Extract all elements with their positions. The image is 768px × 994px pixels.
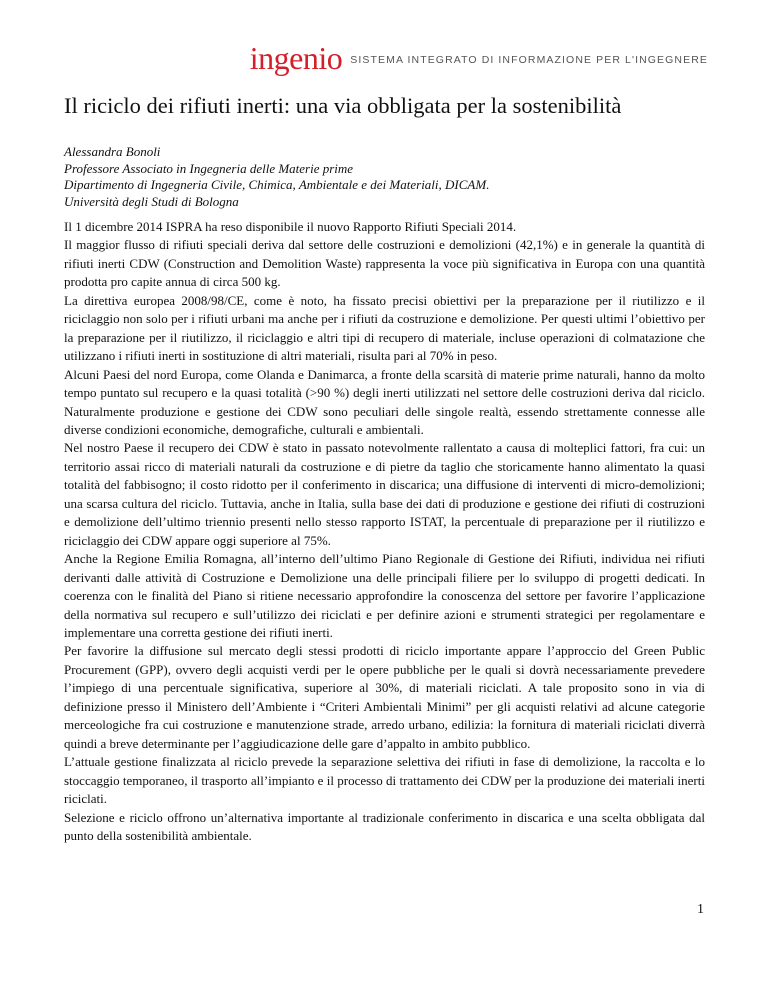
author-department: Dipartimento di Ingegneria Civile, Chimica, Ambientale e dei Materiali, DICAM. <box>64 177 490 192</box>
paragraph: Selezione e riciclo offrono un’alternativa importante al tradizionale conferimento in discarica e una scelta obbligata dal punto della sostenibilità ambientale. <box>64 809 705 843</box>
paragraph: La direttiva europea 2008/98/CE, come è noto, ha fissato precisi obiettivi per la preparazione per il riutilizzo e il riciclaggio non solo per i rifiuti urbani ma anche per i rifiuti da costruzione e demolizione. Per questi ultimi l’obiettivo per la preparazione per il riutilizzo, il riciclaggio e altri tipi di recupero di materiale, incluse operazioni di colmatazione che utilizzano i rifiuti inerti in sostituzione di altri materiali, risulta pari al 70% in peso. <box>64 292 705 364</box>
article-body <box>64 218 705 845</box>
page-header <box>249 40 708 76</box>
author-university: Università degli Studi di Bologna <box>64 193 239 209</box>
paragraph: L’attuale gestione finalizzata al riciclo prevede la separazione selettiva dei rifiuti in fase di demolizione, la raccolta e lo stoccaggio temporaneo, il trasporto all’impianto e il processo di trattamento dei CDW per la produzione dei materiali inerti riciclati. <box>64 754 705 807</box>
header-tagline: SISTEMA INTEGRATO DI INFORMAZIONE PER L'INGEGNERE <box>350 54 708 66</box>
author-block <box>64 144 489 210</box>
ingenio-logo: ingenio <box>249 40 343 76</box>
paragraph: Nel nostro Paese il recupero dei CDW è stato in passato notevolmente rallentato a causa di molteplici fattori, fra cui: un territorio assai ricco di materiali naturali da costruzione e di pietre da taglio che storicamente hanno alimentato la quasi totalità del fabbisogno; il costo ridotto per il conferimento in discarica; una diffusione di interventi di micro-demolizioni; una scarsa cultura del riciclo. Tuttavia, anche in Italia, sulla base dei dati di produzione e gestione dei rifiuti di costruzioni e demolizione dell’ultimo triennio presenti nello stesso rapporto ISTAT, la percentuale di preparazione per il riutilizzo e riciclaggio dei CDW appare oggi superiore al 75%. <box>64 440 705 548</box>
author-name: Alessandra Bonoli <box>64 144 161 159</box>
page-number: 1 <box>697 902 704 917</box>
author-role: Professore Associato in Ingegneria delle Materie prime <box>64 160 354 176</box>
paragraph: Anche la Regione Emilia Romagna, all’interno dell’ultimo Piano Regionale di Gestione dei Rifiuti, individua nei rifiuti derivanti dalle attività di Costruzione e Demolizione una delle principali filiere per lo sviluppo di progetti dedicati. In coerenza con le finalità del Piano si ritiene necessario approfondire la conoscenza del settore per favorire l’applicazione della normativa sul recupero e sull’utilizzo dei riciclati e per definire azioni e strumenti strategici per regolamentare e implementare una corretta gestione dei rifiuti inerti. <box>64 551 705 640</box>
paragraph: Il 1 dicembre 2014 ISPRA ha reso disponibile il nuovo Rapporto Rifiuti Speciali 2014. <box>64 219 517 234</box>
paragraph: Per favorire la diffusione sul mercato degli stessi prodotti di riciclo importante appare l’approccio del Green Public Procurement (GPP), ovvero degli acquisti verdi per le opere pubbliche per le quali si dovrà necessariamente prevedere l’impiego di una percentuale significativa, superiore al 30%, di materiali riciclati. A tale proposito sono in via di definizione presso il Ministero dell’Ambiente i “Criteri Ambientali Minimi” per gli acquisti relativi ad alcune categorie merceologiche fra cui costruzione e manutenzione strade, arredo urbano, edilizia: la fornitura di materiali riciclati diverrà quindi a breve determinante per l’aggiudicazione delle gare d’appalto in ambito pubblico. <box>64 643 705 751</box>
paragraph: Alcuni Paesi del nord Europa, come Olanda e Danimarca, a fronte della scarsità di materie prime naturali, hanno da molto tempo puntato sul recupero e la quasi totalità (>90 %) degli inerti utilizzati nel settore delle costruzioni deriva dal riciclo. Naturalmente produzione e gestione dei CDW sono peculiari delle singole realtà, essendo strettamente connesse alle diverse condizioni economiche, demografiche, culturali e ambientali. <box>64 366 705 437</box>
document-title: Il riciclo dei rifiuti inerti: una via obbligata per la sostenibilità <box>64 93 622 118</box>
paragraph: Il maggior flusso di rifiuti speciali deriva dal settore delle costruzioni e demolizioni (42,1%) e in generale la quantità di rifiuti inerti CDW (Construction and Demolition Waste) rappresenta la voce più significativa in Europa con una quantità prodotta pro capite annua di circa 500 kg. <box>64 237 705 290</box>
